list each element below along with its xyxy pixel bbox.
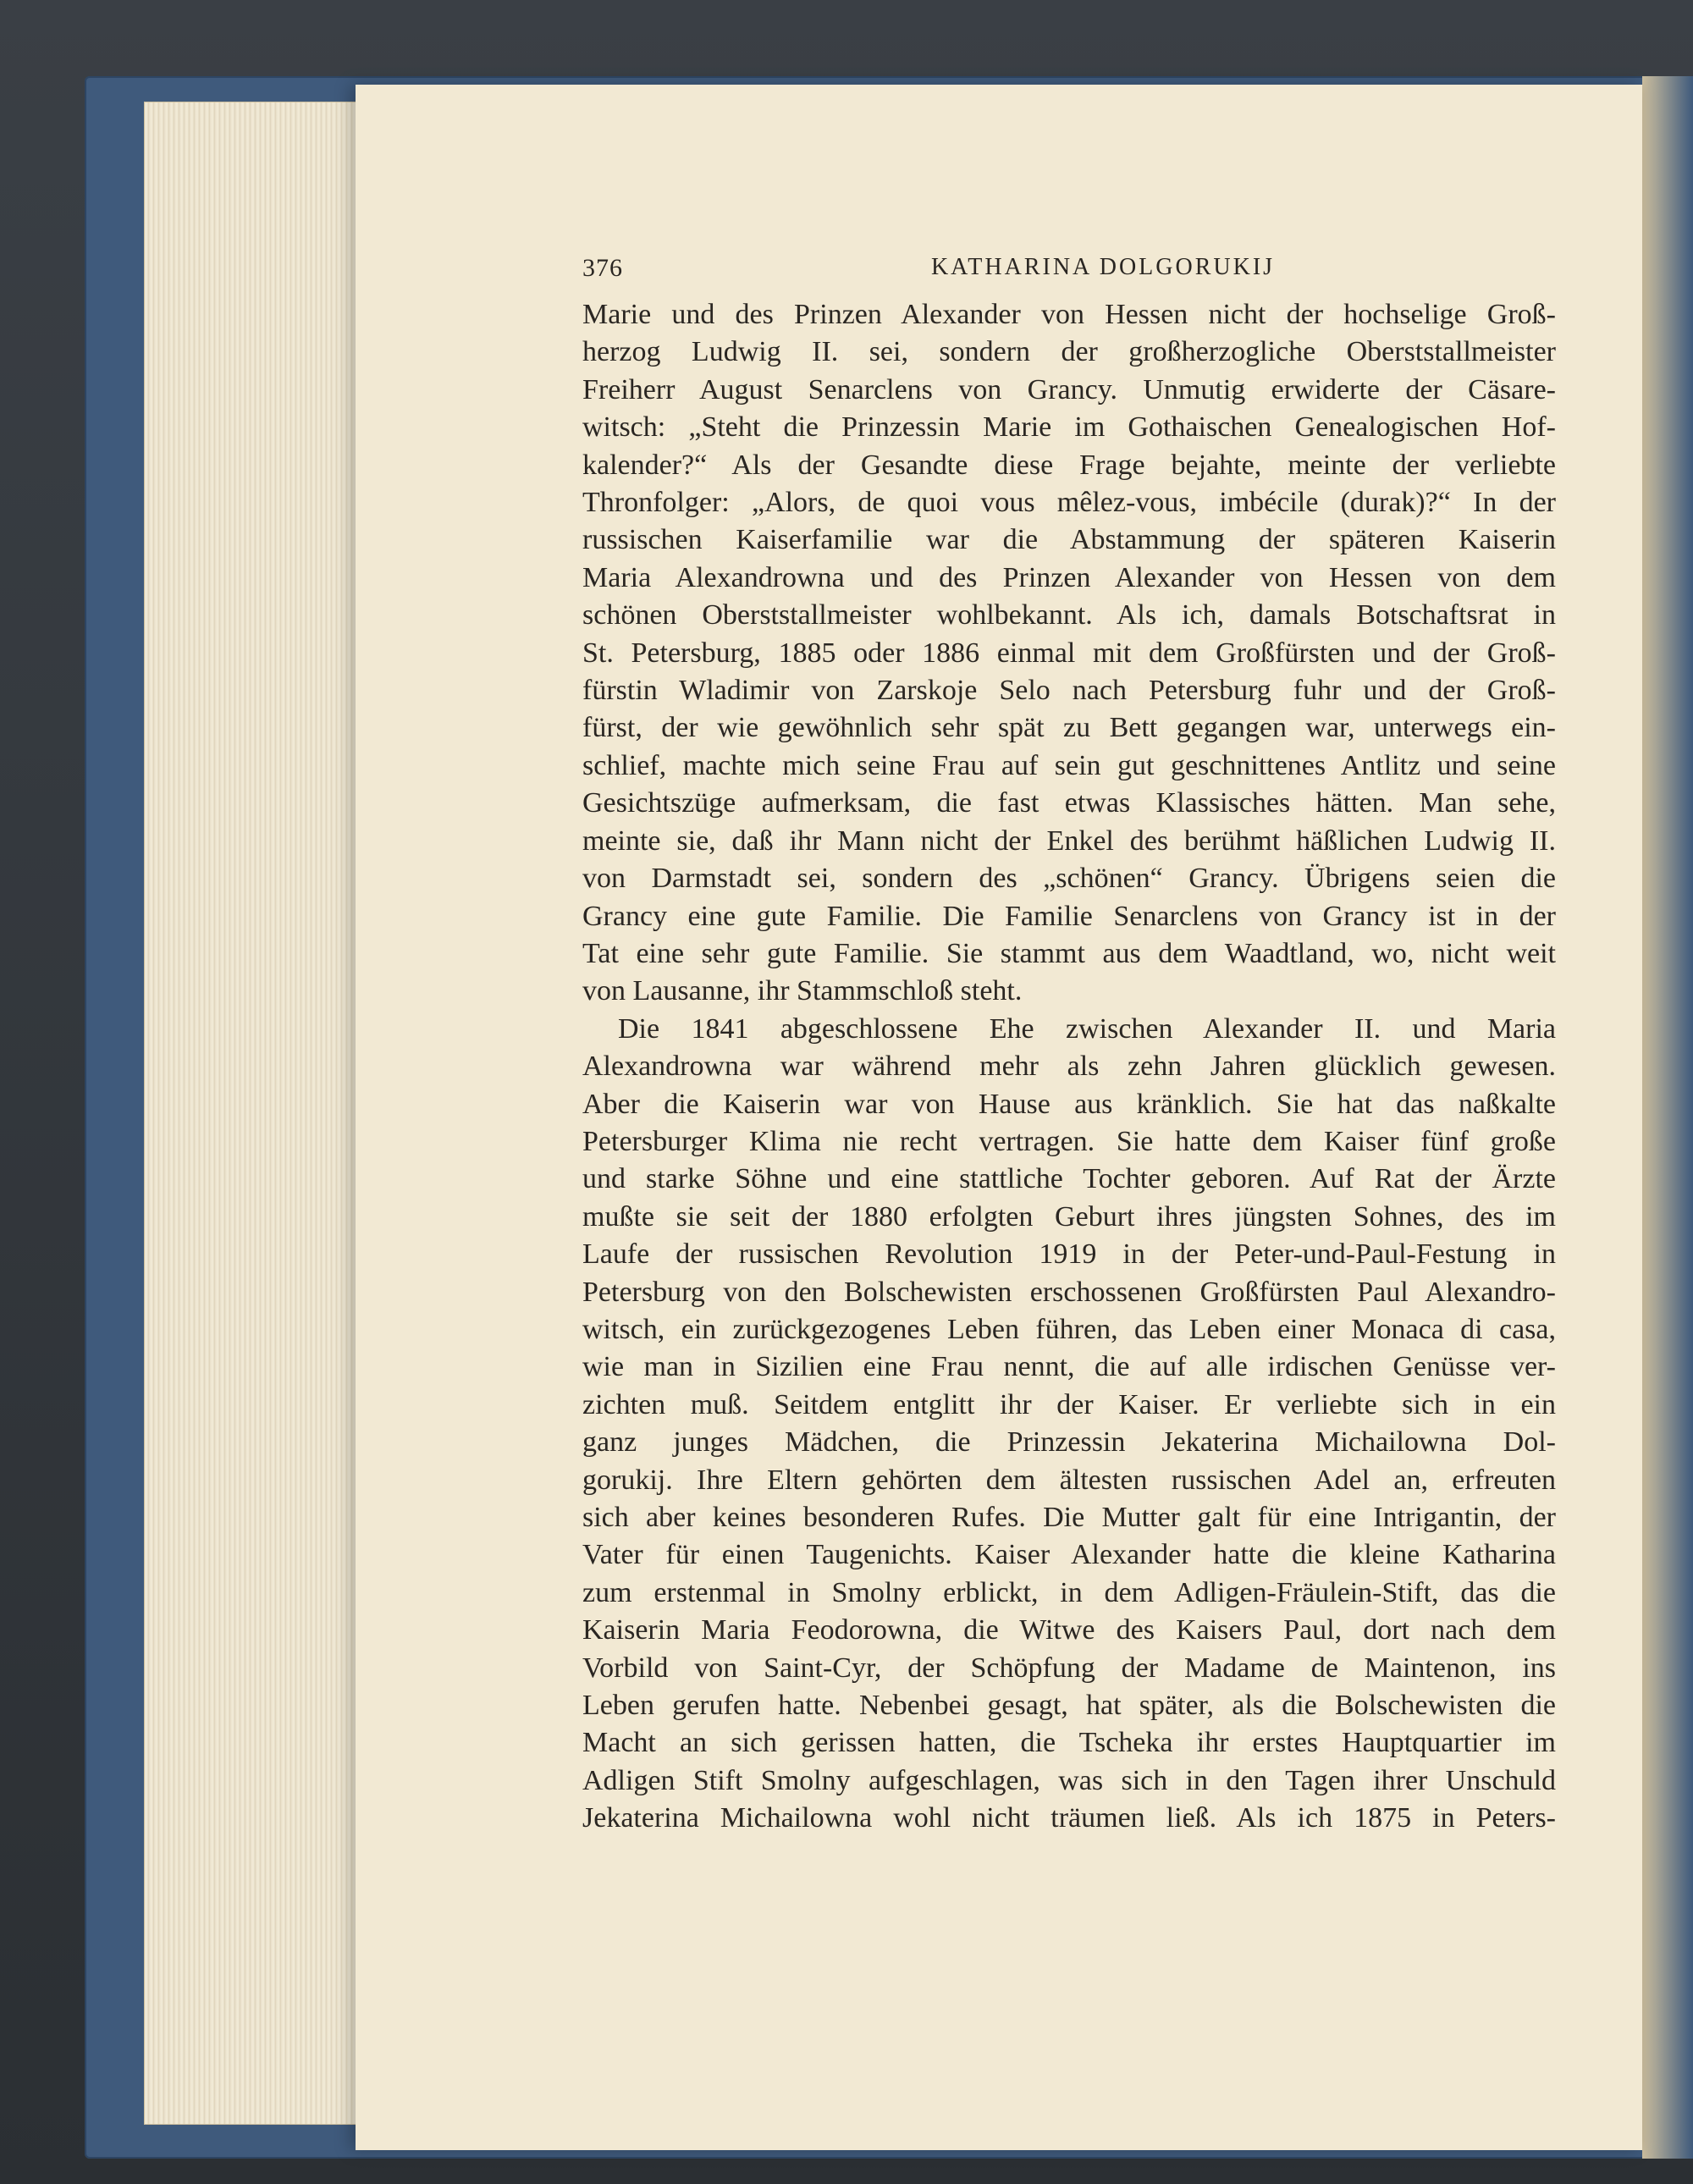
- text-line: Leben gerufen hatte. Nebenbei gesagt, hat später, als die Bolschewisten die: [582, 1690, 1556, 1722]
- text-line: gorukij. Ihre Eltern gehörten dem ältesten russischen Adel an, erfreuten: [582, 1464, 1556, 1496]
- text-line: schlief, machte mich seine Frau auf sein gut geschnittenes Antlitz und seine: [582, 749, 1556, 781]
- text-line: Kaiserin Maria Feodorowna, die Witwe des Kaisers Paul, dort nach dem: [582, 1614, 1556, 1646]
- text-line: ganz junges Mädchen, die Prinzessin Jekaterina Michailowna Dol-: [582, 1426, 1556, 1459]
- text-line: Thronfolger: „Alors, de quoi vous mêlez-vous, imbécile (durak)?“ In der: [582, 487, 1556, 519]
- text-line: Adligen Stift Smolny aufgeschlagen, was sich in den Tagen ihrer Unschuld: [582, 1764, 1556, 1796]
- text-line: St. Petersburg, 1885 oder 1886 einmal mit dem Großfürsten und der Groß-: [582, 637, 1556, 669]
- right-cover-edge: [1642, 76, 1693, 2159]
- text-line: Vater für einen Taugenichts. Kaiser Alexander hatte die kleine Katharina: [582, 1539, 1556, 1571]
- text-line: Marie und des Prinzen Alexander von Hessen nicht der hochselige Groß-: [582, 299, 1556, 330]
- text-line: von Lausanne, ihr Stammschloß steht.: [582, 975, 1023, 1007]
- text-line: russischen Kaiserfamilie war die Abstammung der späteren Kaiserin: [582, 524, 1556, 556]
- text-line: von Darmstadt sei, sondern des „schönen“ Grancy. Übrigens seien die: [582, 863, 1556, 895]
- text-line: kalender?“ Als der Gesandte diese Frage bejahte, meinte der verliebte: [582, 449, 1556, 481]
- text-line: Maria Alexandrowna und des Prinzen Alexander von Hessen von dem: [582, 561, 1556, 593]
- text-line: mußte sie seit der 1880 erfolgten Geburt ihres jüngsten Sohnes, des im: [582, 1200, 1556, 1233]
- text-line: und starke Söhne und eine stattliche Tochter geboren. Auf Rat der Ärzte: [582, 1163, 1556, 1195]
- text-line: herzog Ludwig II. sei, sondern der großherzogliche Oberststallmeister: [582, 336, 1556, 368]
- text-line: meinte sie, daß ihr Mann nicht der Enkel des berühmt häßlichen Ludwig II.: [582, 825, 1556, 857]
- text-line: zichten muß. Seitdem entglitt ihr der Kaiser. Er verliebte sich in ein: [582, 1388, 1556, 1420]
- text-line: schönen Oberststallmeister wohlbekannt. Als ich, damals Botschaftsrat in: [582, 599, 1556, 631]
- text-line: Petersburg von den Bolschewisten erschossenen Großfürsten Paul Alexandro-: [582, 1276, 1556, 1308]
- text-line: Macht an sich gerissen hatten, die Tscheka ihr erstes Hauptquartier im: [582, 1727, 1556, 1759]
- text-line: Petersburger Klima nie recht vertragen. Sie hatte dem Kaiser fünf große: [582, 1125, 1556, 1157]
- text-line: Gesichtszüge aufmerksam, die fast etwas Klassisches hätten. Man sehe,: [582, 787, 1556, 819]
- text-line: Grancy eine gute Familie. Die Familie Senarclens von Grancy ist in der: [582, 900, 1556, 932]
- body-text: [582, 296, 1556, 1838]
- text-line: Vorbild von Saint-Cyr, der Schöpfung der Madame de Maintenon, ins: [582, 1652, 1556, 1684]
- text-line: fürst, der wie gewöhnlich sehr spät zu Bett gegangen war, unterwegs ein-: [582, 712, 1556, 744]
- page-number: 376: [582, 254, 623, 282]
- text-line: Jekaterina Michailowna wohl nicht träumen ließ. Als ich 1875 in Peters-: [582, 1802, 1556, 1834]
- text-line: zum erstenmal in Smolny erblickt, in dem Adligen-Fräulein-Stift, das die: [582, 1576, 1556, 1608]
- page-edges: [144, 102, 381, 2125]
- text-line: Laufe der russischen Revolution 1919 in der Peter-und-Paul-Festung in: [582, 1238, 1556, 1271]
- text-line: witsch: „Steht die Prinzessin Marie im Gothaischen Genealogischen Hof-: [582, 411, 1556, 444]
- text-line: Tat eine sehr gute Familie. Sie stammt aus dem Waadtland, wo, nicht weit: [582, 937, 1556, 969]
- text-line: Alexandrowna war während mehr als zehn Jahren glücklich gewesen.: [582, 1051, 1556, 1083]
- running-head: [582, 254, 1556, 288]
- text-line: witsch, ein zurückgezogenes Leben führen, das Leben einer Monaca di casa,: [582, 1313, 1556, 1345]
- text-line: Freiherr August Senarclens von Grancy. Unmutig erwiderte der Cäsare-: [582, 373, 1556, 405]
- text-line: Die 1841 abgeschlossene Ehe zwischen Alexander II. und Maria: [618, 1012, 1556, 1045]
- text-line: sich aber keines besonderen Rufes. Die Mutter galt für eine Intrigantin, der: [582, 1502, 1556, 1533]
- text-line: wie man in Sizilien eine Frau nennt, die auf alle irdischen Genüsse ver-: [582, 1351, 1556, 1383]
- page-title: KATHARINA DOLGORUKIJ: [930, 254, 1276, 280]
- text-line: fürstin Wladimir von Zarskoje Selo nach Petersburg fuhr und der Groß-: [582, 675, 1556, 707]
- text-line: Aber die Kaiserin war von Hause aus kränklich. Sie hat das naßkalte: [582, 1088, 1556, 1120]
